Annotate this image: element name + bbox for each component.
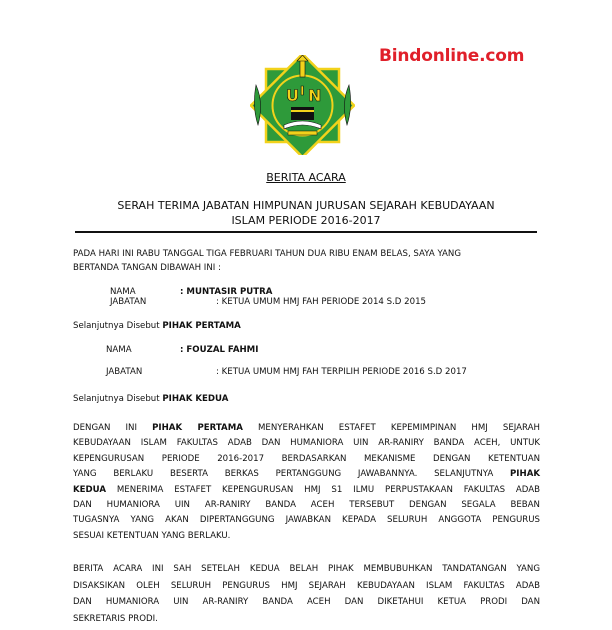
svg-text:I: I: [300, 84, 305, 98]
para2-line: BERITA ACARA INI SAH SETELAH KEDUA BELAH PIHAK MEMBUBUHKAN TANDATANGAN YANG: [73, 564, 540, 574]
party1-reference: [73, 321, 241, 331]
para1-line: YANG BERLAKU BESERTA BERKAS PERTANGGUNG JAWABANNYA. SELANJUTNYA PIHAK: [73, 469, 540, 480]
party1-jabatan-value: : KETUA UMUM HMJ FAH PERIODE 2014 S.D 2015: [216, 297, 427, 307]
uin-logo-icon: [250, 55, 355, 155]
watermark-text: Bindonline.com: [379, 46, 525, 66]
para1-line: DENGAN INI PIHAK PERTAMA MENYERAHKAN ESTAFET KEPEMIMPINAN HMJ SEJARAH: [73, 423, 540, 433]
heading-line-2: ISLAM PERIODE 2016-2017: [231, 214, 381, 227]
party2-ref-value: PIHAK KEDUA: [162, 394, 229, 404]
party2-name-value: : FOUZAL FAHMI: [180, 345, 259, 355]
validity-paragraph: [73, 561, 540, 627]
para2-line: DAN HUMANIORA UIN AR-RANIRY BANDA ACEH DAN DIKETAHUI KETUA PRODI DAN: [73, 597, 540, 607]
para1-line: KEBUDAYAAN ISLAM FAKULTAS ADAB DAN HUMANIORA UIN AR-RANIRY BANDA ACEH, UNTUK: [73, 438, 540, 449]
party1-name-value: : MUNTASIR PUTRA: [180, 287, 273, 297]
party1-ref-value: PIHAK PERTAMA: [162, 321, 241, 331]
handover-paragraph: [73, 421, 540, 544]
document-title: BERITA ACARA: [266, 171, 346, 184]
party1-jabatan-label: JABATAN: [110, 297, 147, 307]
para1-line: SESUAI KETENTUAN YANG BERLAKU.: [73, 530, 231, 541]
party2-reference: [73, 394, 228, 404]
para1-line: DAN HUMANIORA UIN AR-RANIRY BANDA ACEH TERSEBUT DENGAN SEGALA BEBAN: [73, 500, 540, 511]
para1-line: KEDUA MENERIMA ESTAFET KEPENGURUSAN HMJ S1 ILMU PERPUSTAKAAN FAKULTAS ADAB: [73, 484, 540, 495]
party2-jabatan-value: : KETUA UMUM HMJ FAH TERPILIH PERIODE 2016 S.D 2017: [216, 367, 467, 377]
para2-line: SEKRETARIS PRODI.: [73, 613, 158, 624]
document-heading: [60, 198, 552, 228]
svg-text:N: N: [308, 86, 322, 105]
intro-line-2: BERTANDA TANGAN DIBAWAH INI :: [73, 263, 221, 273]
para2-line: DISAKSIKAN OLEH SELURUH PENGURUS HMJ SEJARAH KEBUDAYAAN ISLAM FAKULTAS ADAB: [73, 580, 540, 591]
para1-line: KEPENGURUSAN PERIODE 2016-2017 BERDASARKAN MEKANISME DENGAN KETENTUAN: [73, 453, 540, 464]
party1-name-label: NAMA: [110, 287, 136, 297]
intro-paragraph: [73, 247, 461, 275]
para1-line: TUGASNYA YANG AKAN DIPERTANGGUNG JAWABKAN KEPADA SELURUH ANGGOTA PENGURUS: [73, 515, 540, 526]
intro-line-1: PADA HARI INI RABU TANGGAL TIGA FEBRUARI TAHUN DUA RIBU ENAM BELAS, SAYA YANG: [73, 249, 461, 259]
party2-ref-prefix: Selanjutnya Disebut: [73, 394, 163, 404]
heading-line-1: SERAH TERIMA JABATAN HIMPUNAN JURUSAN SEJARAH KEBUDAYAAN: [117, 199, 495, 212]
party2-jabatan-label: JABATAN: [106, 367, 143, 377]
svg-text:U: U: [286, 86, 299, 105]
party1-ref-prefix: Selanjutnya Disebut: [73, 321, 163, 331]
party2-name-label: NAMA: [106, 345, 132, 355]
heading-divider: [75, 231, 537, 233]
